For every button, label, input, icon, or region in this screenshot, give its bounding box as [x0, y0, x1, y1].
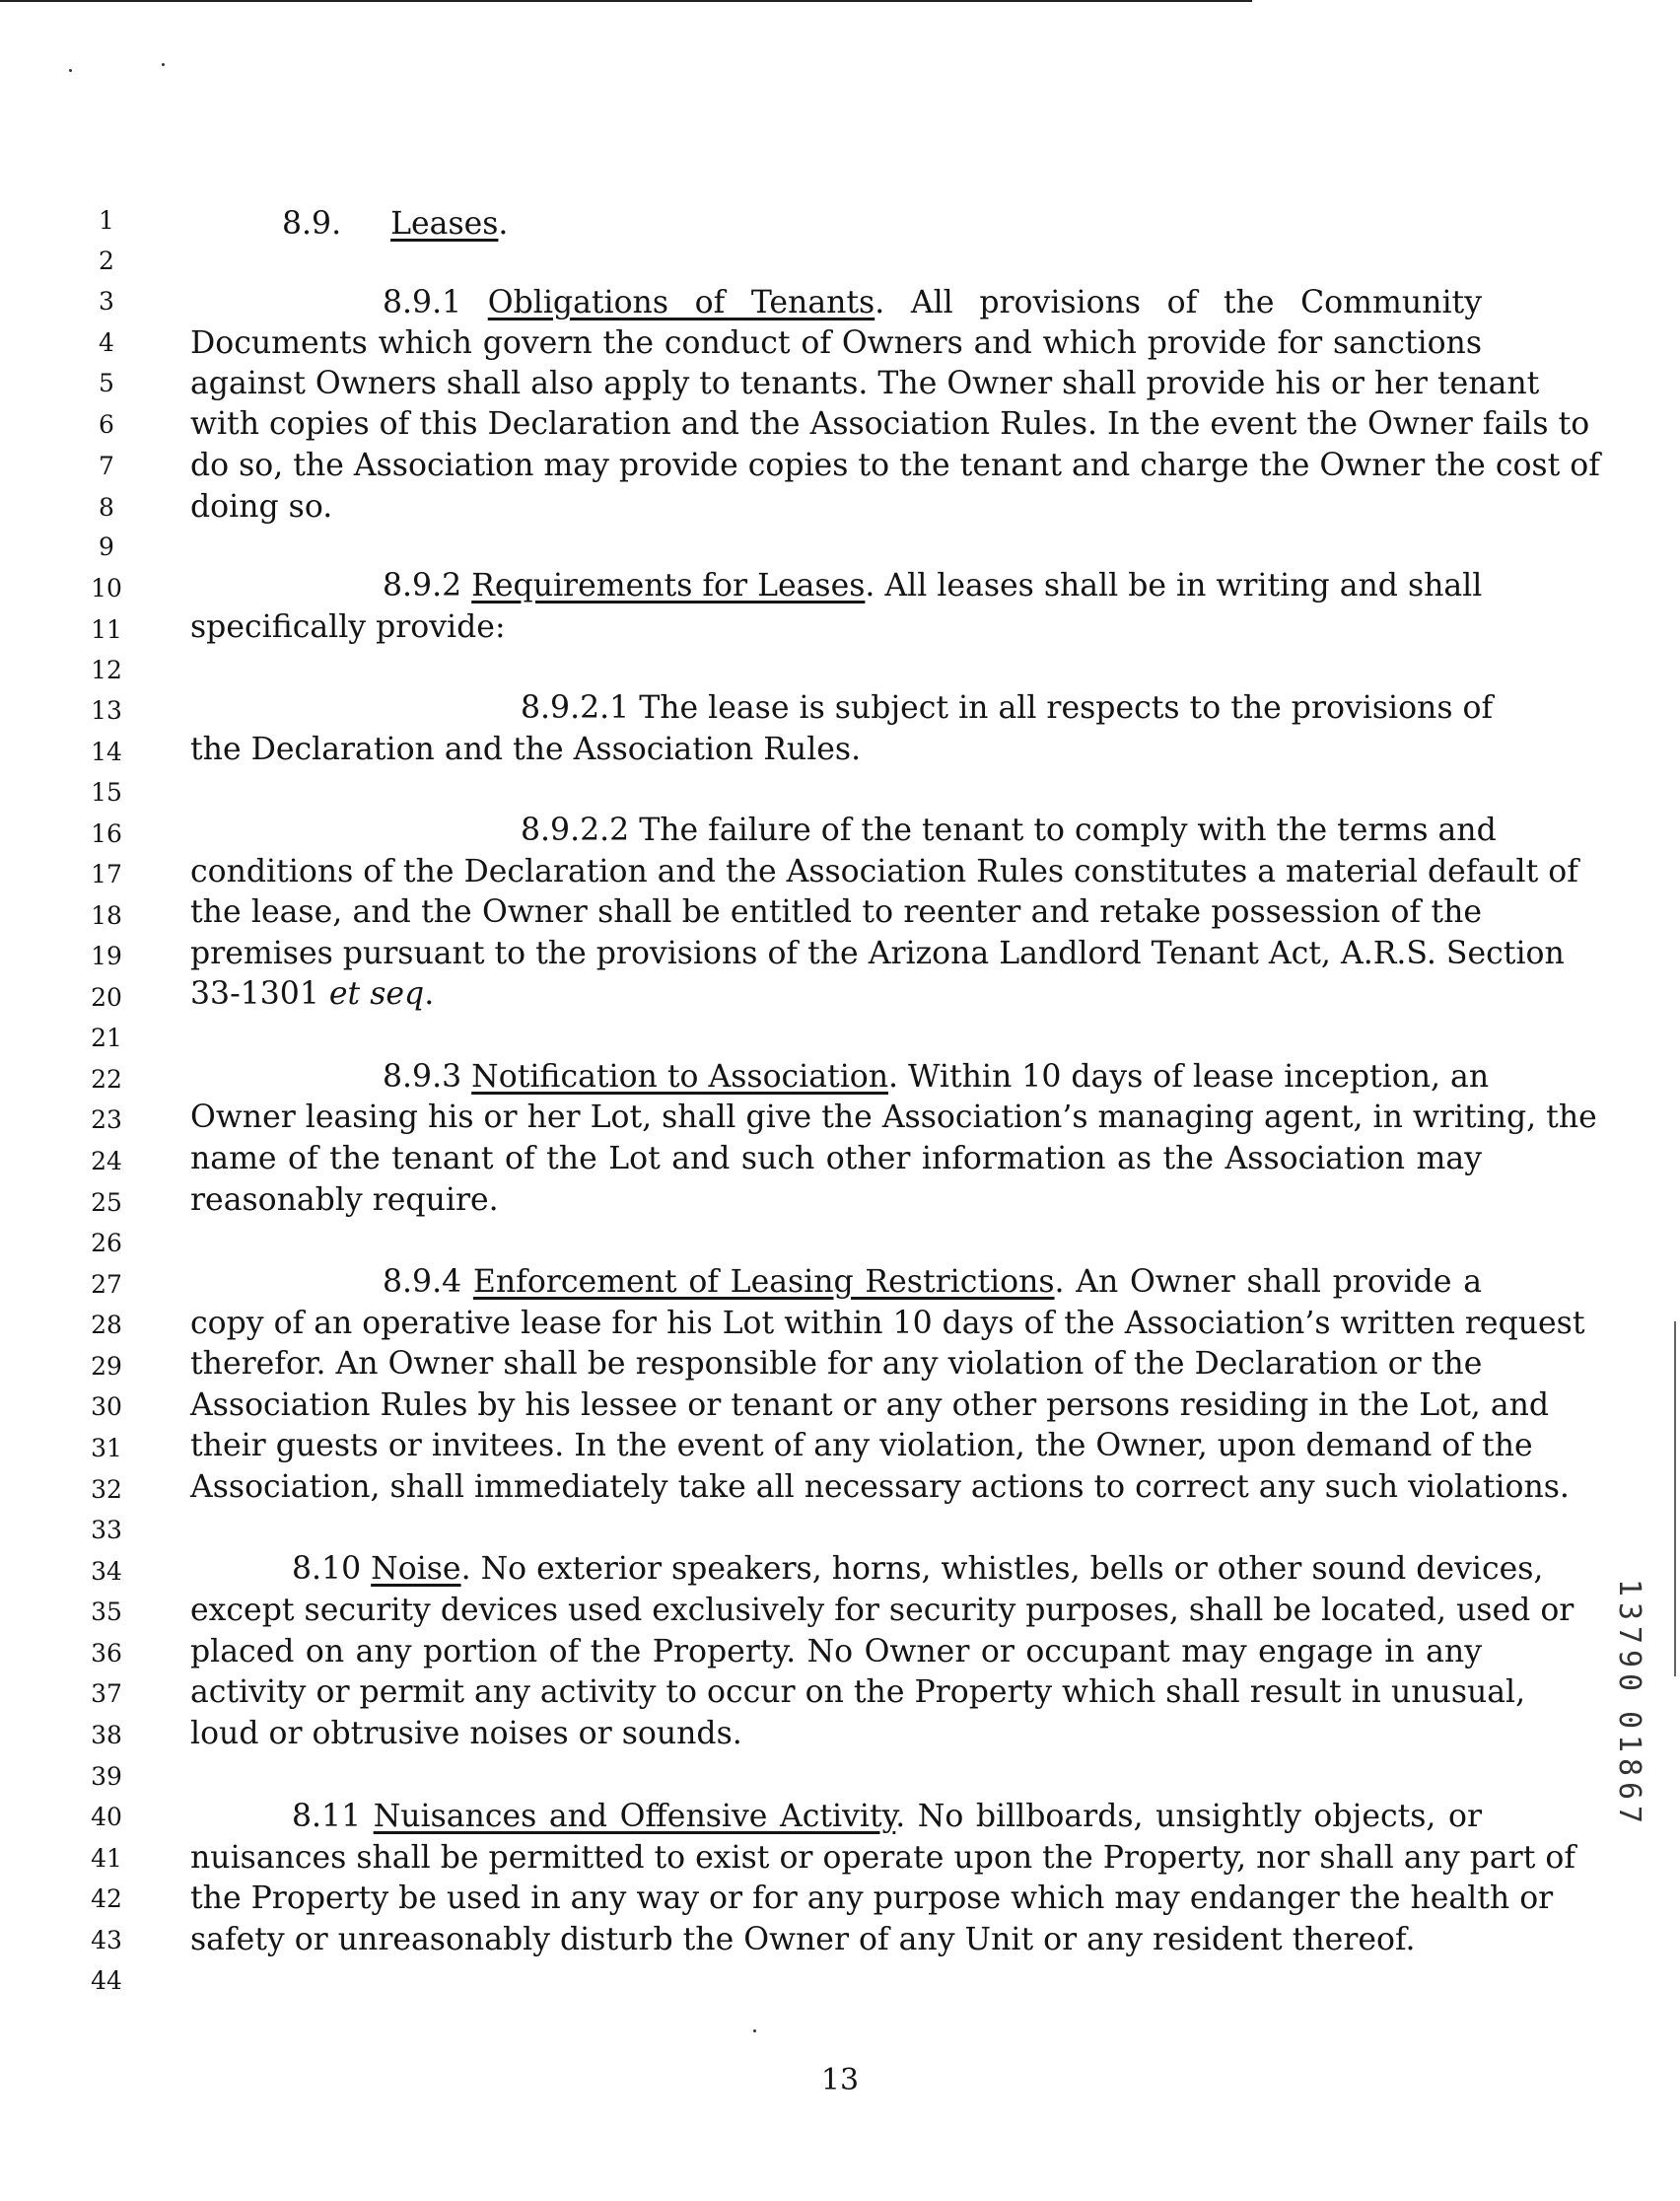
line-number: 27 — [91, 1270, 122, 1299]
paragraph-8-9-4-line: 8.9.4 Enforcement of Leasing Restrictions. An Owner shall provide a — [383, 1264, 1482, 1300]
stamp-digit: 8 — [1612, 1757, 1646, 1777]
paragraph-8-9-4-line: their guests or invitees. In the event of any violation, the Owner, upon demand of the — [190, 1428, 1533, 1463]
line-number: 22 — [91, 1065, 122, 1094]
right-scan-rule — [1674, 1321, 1676, 1676]
section-title: Enforcement of Leasing Restrictions — [472, 1264, 1055, 1300]
line-number: 7 — [99, 452, 114, 480]
line-number: 26 — [91, 1229, 122, 1257]
paragraph-8-11-line: 8.11 Nuisances and Offensive Activity. No billboards, unsightly objects, or — [292, 1799, 1483, 1834]
paragraph-8-9-4-line: copy of an operative lease for his Lot within 10 days of the Association’s written request — [190, 1306, 1585, 1341]
paragraph-8-10-line: 8.10 Noise. No exterior speakers, horns, whistles, bells or other sound devices, — [292, 1551, 1544, 1587]
paragraph-8-9-2-2-line: conditions of the Declaration and the Association Rules constitutes a material default of — [190, 854, 1578, 889]
paragraph-8-9-1-line: do so, the Association may provide copies to the tenant and charge the Owner the cost of — [190, 448, 1600, 483]
section-number: 8.9.3 — [383, 1059, 462, 1095]
paragraph-8-10-line: activity or permit any activity to occur on the Property which shall result in unusual, — [190, 1674, 1526, 1710]
line-number: 11 — [91, 615, 122, 644]
paragraph-8-10-line: loud or obtrusive noises or sounds. — [190, 1716, 742, 1751]
section-title: Nuisances and Offensive Activity — [373, 1799, 896, 1834]
scan-speck — [753, 2029, 756, 2032]
line-number: 9 — [99, 532, 114, 561]
stamp-digit: 9 — [1612, 1649, 1646, 1668]
line-number: 33 — [91, 1516, 122, 1544]
paragraph-8-10-line: placed on any portion of the Property. No Owner or occupant may engage in any — [190, 1634, 1482, 1669]
page-number: 13 — [820, 2063, 860, 2097]
section-title: Notification to Association — [471, 1059, 889, 1095]
scan-speck — [162, 63, 165, 66]
section-number: 8.10 — [292, 1551, 362, 1587]
line-number: 32 — [91, 1475, 122, 1504]
paragraph-8-9-4-line: therefor. An Owner shall be responsible for any violation of the Declaration or the — [190, 1346, 1483, 1382]
line-number: 20 — [91, 983, 122, 1012]
line-number: 17 — [91, 860, 122, 888]
section-title: Noise — [371, 1551, 461, 1587]
paragraph-8-9-1-line: doing so. — [190, 489, 333, 525]
line-number: 31 — [91, 1434, 122, 1462]
scan-speck — [69, 69, 72, 72]
paragraph-8-9-2-2-line: 33-1301 et seq. — [190, 976, 435, 1012]
line-number: 41 — [91, 1844, 122, 1873]
section-title: Leases — [390, 206, 499, 242]
line-number: 15 — [91, 778, 122, 807]
section-heading-8-9: 8.9. Leases. — [282, 206, 509, 242]
line-number: 24 — [91, 1147, 122, 1175]
section-number: 8.9. — [282, 206, 342, 242]
line-number: 39 — [91, 1762, 122, 1791]
line-number: 16 — [91, 819, 122, 848]
line-number: 1 — [99, 206, 114, 235]
paragraph-8-9-2-2-line: premises pursuant to the provisions of the Arizona Landlord Tenant Act, A.R.S. Section — [190, 936, 1565, 971]
section-title: Obligations of Tenants — [487, 285, 875, 320]
paragraph-8-9-2-line: specifically provide: — [190, 609, 506, 645]
paragraph-8-11-line: the Property be used in any way or for any purpose which may endanger the health or — [190, 1881, 1554, 1916]
paragraph-8-9-2-2-line: the lease, and the Owner shall be entitled to reenter and retake possession of the — [190, 894, 1482, 930]
line-number: 12 — [91, 656, 122, 684]
section-number: 8.9.4 — [383, 1264, 462, 1300]
section-number: 8.9.2 — [383, 568, 462, 604]
line-number: 10 — [91, 574, 122, 603]
line-number: 21 — [91, 1024, 122, 1052]
line-number: 5 — [99, 369, 114, 397]
line-number: 36 — [91, 1639, 122, 1668]
line-number: 40 — [91, 1803, 122, 1831]
paragraph-8-9-1-line: 8.9.1 Obligations of Tenants. All provisions of the Community — [383, 285, 1482, 320]
line-number: 3 — [99, 287, 114, 316]
line-number: 4 — [99, 328, 114, 357]
paragraph-8-9-4-line: Association, shall immediately take all necessary actions to correct any such violations. — [190, 1469, 1570, 1505]
line-number: 28 — [91, 1311, 122, 1339]
paragraph-8-11-line: safety or unreasonably disturb the Owner of any Unit or any resident thereof. — [190, 1922, 1416, 1957]
line-number: 19 — [91, 942, 122, 970]
paragraph-8-10-line: except security devices used exclusively for security purposes, shall be located, used or — [190, 1593, 1575, 1628]
line-number: 8 — [99, 493, 114, 522]
line-number: 43 — [91, 1926, 122, 1954]
line-number: 37 — [91, 1679, 122, 1708]
stamp-digit: 3 — [1612, 1601, 1646, 1621]
line-number: 13 — [91, 696, 122, 725]
section-number: 8.11 — [292, 1799, 362, 1834]
line-number: 2 — [99, 247, 114, 275]
stamp-digit: 1 — [1612, 1734, 1646, 1753]
line-number: 34 — [91, 1557, 122, 1586]
paragraph-8-9-3-line: name of the tenant of the Lot and such other information as the Association may — [190, 1141, 1482, 1176]
line-number: 6 — [99, 410, 114, 439]
section-number: 8.9.2.2 — [521, 813, 630, 848]
line-number: 29 — [91, 1352, 122, 1381]
line-number: 23 — [91, 1105, 122, 1134]
line-number: 44 — [91, 1966, 122, 1995]
paragraph-8-9-3-line: Owner leasing his or her Lot, shall give the Association’s managing agent, in writing, the — [190, 1100, 1597, 1135]
section-number: 8.9.2.1 — [521, 690, 630, 726]
paragraph-8-9-2-2-line: 8.9.2.2 The failure of the tenant to comply with the terms and — [521, 813, 1497, 848]
line-number: 30 — [91, 1392, 122, 1421]
section-title: Requirements for Leases — [471, 568, 866, 604]
stamp-digit: 6 — [1612, 1781, 1646, 1801]
paragraph-8-9-3-line: reasonably require. — [190, 1182, 499, 1218]
paragraph-8-9-2-1-line: the Declaration and the Association Rules. — [190, 732, 862, 767]
line-number: 38 — [91, 1721, 122, 1749]
line-number: 18 — [91, 901, 122, 930]
line-number: 35 — [91, 1598, 122, 1626]
paragraph-8-9-1-line: Documents which govern the conduct of Owners and which provide for sanctions — [190, 325, 1482, 361]
section-number: 8.9.1 — [383, 285, 462, 320]
stamp-digit: 7 — [1612, 1625, 1646, 1645]
stamp-digit: 7 — [1612, 1805, 1646, 1824]
paragraph-8-9-2-line: 8.9.2 Requirements for Leases. All leases shall be in writing and shall — [383, 568, 1483, 604]
stamp-digit: 1 — [1612, 1578, 1646, 1598]
paragraph-8-9-1-line: with copies of this Declaration and the Association Rules. In the event the Owner fails to — [190, 406, 1590, 442]
paragraph-8-11-line: nuisances shall be permitted to exist or operate upon the Property, nor shall any part of — [190, 1840, 1575, 1876]
stamp-digit: 0 — [1612, 1710, 1646, 1730]
line-number: 25 — [91, 1188, 122, 1217]
italic-citation: et seq — [328, 976, 425, 1012]
recording-stamp — [1612, 1576, 1651, 1826]
paragraph-8-9-1-line: against Owners shall also apply to tenants. The Owner shall provide his or her tenant — [190, 366, 1540, 401]
paragraph-8-9-2-1-line: 8.9.2.1 The lease is subject in all respects to the provisions of — [521, 690, 1494, 726]
line-number: 14 — [91, 738, 122, 766]
stamp-digit: 0 — [1612, 1672, 1646, 1692]
paragraph-8-9-4-line: Association Rules by his lessee or tenant or any other persons residing in the Lot, and — [190, 1387, 1550, 1423]
paragraph-8-9-3-line: 8.9.3 Notification to Association. Within 10 days of lease inception, an — [383, 1059, 1490, 1095]
top-scan-rule — [0, 0, 1252, 2]
line-number: 42 — [91, 1884, 122, 1913]
